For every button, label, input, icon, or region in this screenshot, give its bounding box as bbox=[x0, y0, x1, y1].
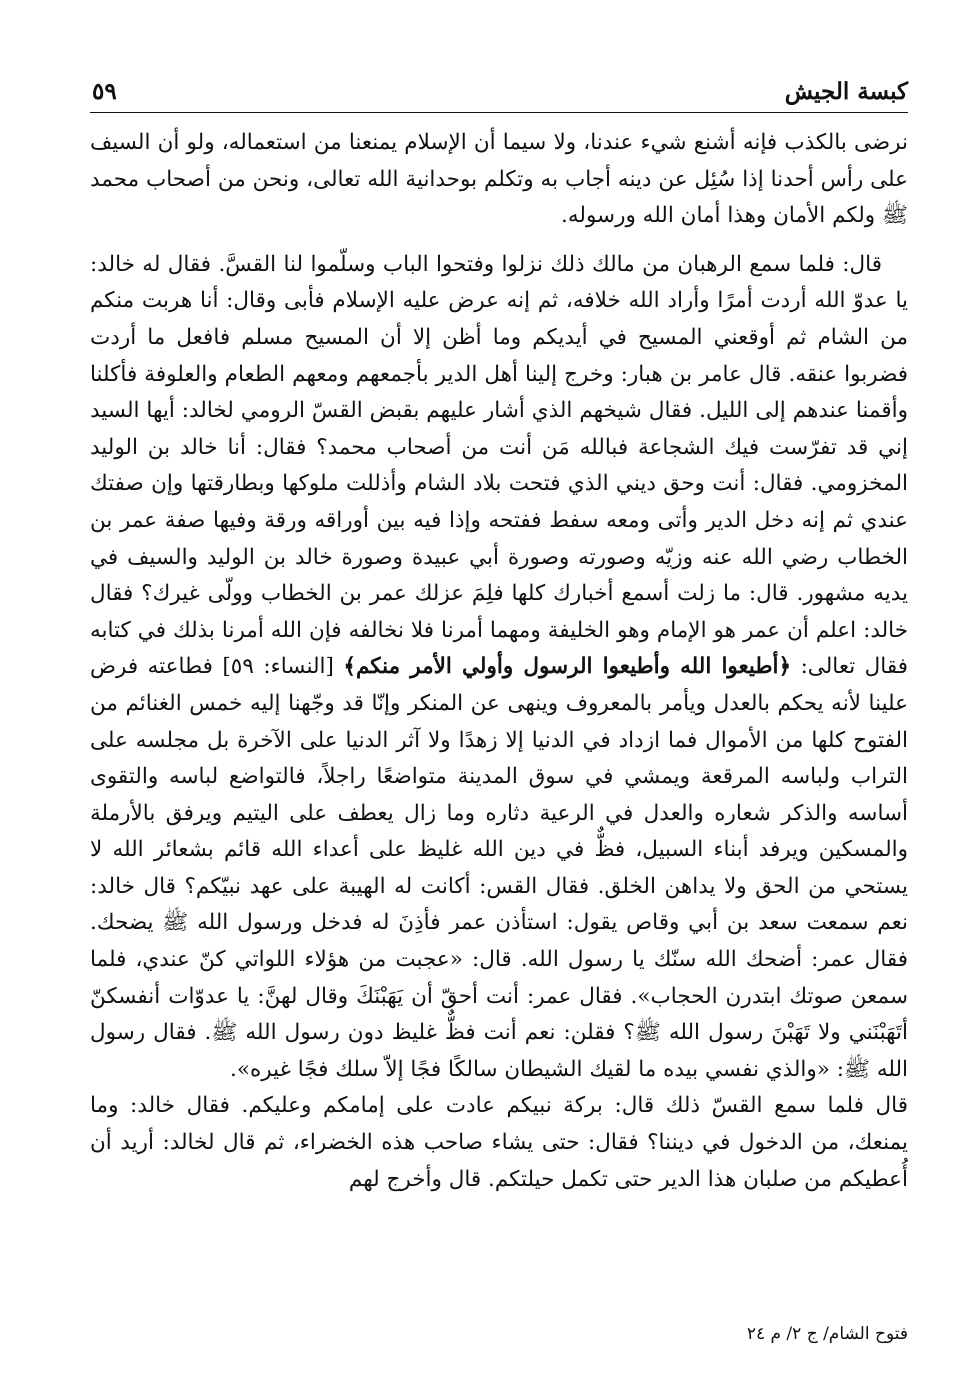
paragraph-1: نرضى بالكذب فإنه أشنع شيء عندنا، ولا سيما أن الإسلام يمنعنا من استعماله، ولو أن السيف على رأس أحدنا إذا سُئِل عن دينه أجاب به وتكلم بوحدانية الله تعالى، ونحن من أصحاب محمد ﷺ ولكم الأمان وهذا أمان الله ورسوله. bbox=[90, 130, 908, 229]
page-number: ٥٩ bbox=[92, 78, 117, 105]
body-text bbox=[90, 125, 908, 1198]
paragraph-3: قال فلما سمع القسّ ذلك قال: بركة نبيكم عادت على إمامكم وعليكم. فقال خالد: وما يمنعك، من الدخول في ديننا؟ فقال: حتى يشاء صاحب هذه الخضراء، ثم قال لخالد: أريد أن أُعطيكم من صلبان هذا الدير حتى تكمل حيلتكم. قال وأخرج لهم bbox=[90, 1093, 908, 1192]
book-page bbox=[90, 72, 908, 1372]
paragraph-2-before-quran: قال: فلما سمع الرهبان من مالك ذلك نزلوا وفتحوا الباب وسلّموا لنا القسَّ. فقال له خالد: يا عدوّ الله أردت أمرًا وأراد الله خلافه، ثم إنه عرض عليه الإسلام فأبى وقال: أنا هربت منكم من الشام ثم أوقعني المسيح في أيديكم وما أظن إلا أن المسيح مسلم فافعل ما أردت فضربوا عنقه. قال عامر بن هبار: وخرج إلينا أهل الدير بأجمعهم ومعهم الطعام والعلوفة فأكلنا وأقمنا عندهم إلى الليل. فقال شيخهم الذي أشار عليهم بقبض القسّ الرومي لخالد: أيها السيد إني قد تفرّست فيك الشجاعة فبالله مَن أنت من أصحاب محمد؟ فقال: أنا خالد بن الوليد المخزومي. فقال: أنت وحق ديني الذي فتحت بلاد الشام وأذللت ملوكها وبطارقتها وإن صفتك عندي ثم إنه دخل الدير وأتى ومعه سفط ففتحه وإذا فيه بين أوراقه ورقة وفيها صفة عمر بن الخطاب رضي الله عنه وزيّه وصورته وصورة أبي عبيدة وصورة خالد بن الوليد والسيف في يديه مشهور. قال: ما زلت أسمع أخبارك كلها فلِمَ عزلك عمر بن الخطاب وولّى غيرك؟ فقال خالد: اعلم أن عمر هو الإمام وهو الخليفة ومهما أمرنا فلا نخالفه فإن الله أمرنا بذلك في كتابه فقال تعالى: bbox=[90, 251, 908, 680]
quran-verse: ﴿أطيعوا الله وأطيعوا الرسول وأولي الأمر منكم﴾ bbox=[343, 654, 792, 680]
paragraph-2 bbox=[90, 247, 908, 1089]
paragraph-2-after-quran: [النساء: ٥٩] فطاعته فرض علينا لأنه يحكم بالعدل ويأمر بالمعروف وينهى عن المنكر وإنّا قد وجّهنا إليه خمس الغنائم من الفتوح كلها من الأموال فما ازداد في الدنيا إلا زهدًا ولا آثر الدنيا على الآخرة بل مجلسه على التراب ولباسه المرقعة ويمشي في سوق المدينة متواضعًا راجلاً، فالتواضع لباسه والتقوى أساسه والذكر شعاره والعدل في الرعية دثاره وما زال يعطف على اليتيم ويرفق بالأرملة والمسكين ويرفد أبناء السبيل، فظٌّ في دين الله غليظ على أعداء الله قائم بشعائر الله لا يستحي من الحق ولا يداهن الخلق. فقال القس: أكانت له الهيبة على عهد نبيّكم؟ قال خالد: نعم سمعت سعد بن أبي وقاص يقول: استأذن عمر فأذِنَ له فدخل ورسول الله ﷺ يضحك. فقال عمر: أضحك الله سنّك يا رسول الله. قال: «عجبت من هؤلاء اللواتي كنّ عندي، فلما سمعن صوتك ابتدرن الحجاب». فقال عمر: أنت أحقّ أن يَهَبْنَكَ وقال لهنَّ: يا عدوّات أنفسكنّ أتَهَبْنَني ولا تَهَبْنَ رسول الله ﷺ؟ فقلن: نعم أنت فظٌّ غليظ دون رسول الله ﷺ. فقال رسول الله ﷺ: «والذي نفسي بيده ما لقيك الشيطان سالكًا فجًا إلاّ سلك فجًا غيره». bbox=[90, 654, 908, 1082]
footer-signature: فتوح الشام/ ج ٢/ م ٢٤ bbox=[746, 1324, 908, 1344]
page-header bbox=[90, 72, 908, 113]
running-title: كبسة الجيش bbox=[784, 78, 908, 105]
